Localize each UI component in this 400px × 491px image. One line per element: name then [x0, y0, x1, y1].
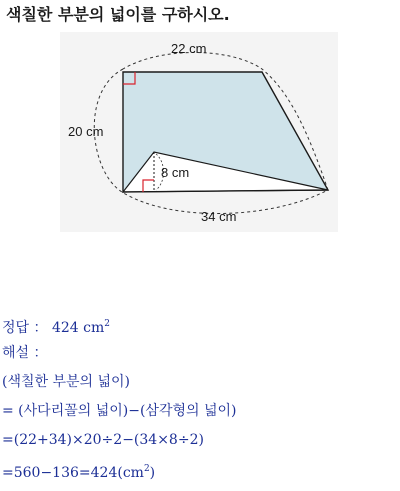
explanation-line-4-close: )	[149, 465, 156, 481]
label-left: 20 cm	[68, 124, 104, 139]
trapezoid-figure	[60, 32, 338, 232]
explanation-line-4	[2, 455, 236, 484]
solution-block	[2, 310, 236, 484]
answer-unit-exponent: 2	[104, 319, 110, 329]
answer-value: 424	[51, 320, 79, 336]
label-bottom: 34 cm	[201, 209, 237, 224]
answer-unit: cm	[83, 320, 105, 336]
explanation-line-4-exponent: 2	[143, 464, 150, 474]
explanation-label: 해설 ：	[2, 345, 48, 361]
explanation-line-4-main: =560−136=424(cm	[2, 465, 144, 481]
explanation-line-1: (색칠한 부분의 넓이)	[2, 374, 131, 390]
label-top: 22 cm	[171, 41, 207, 56]
answer-line	[2, 310, 236, 339]
label-height: 8 cm	[161, 165, 190, 180]
answer-label: 정답 ：	[2, 320, 48, 336]
question-text: 색칠한 부분의 넓이를 구하시오.	[6, 5, 230, 24]
explanation-line-3: =(22+34)×20÷2−(34×8÷2)	[2, 432, 204, 448]
explanation-line-2: = (사다리꼴의 넓이)−(삼각형의 넓이)	[2, 403, 237, 419]
